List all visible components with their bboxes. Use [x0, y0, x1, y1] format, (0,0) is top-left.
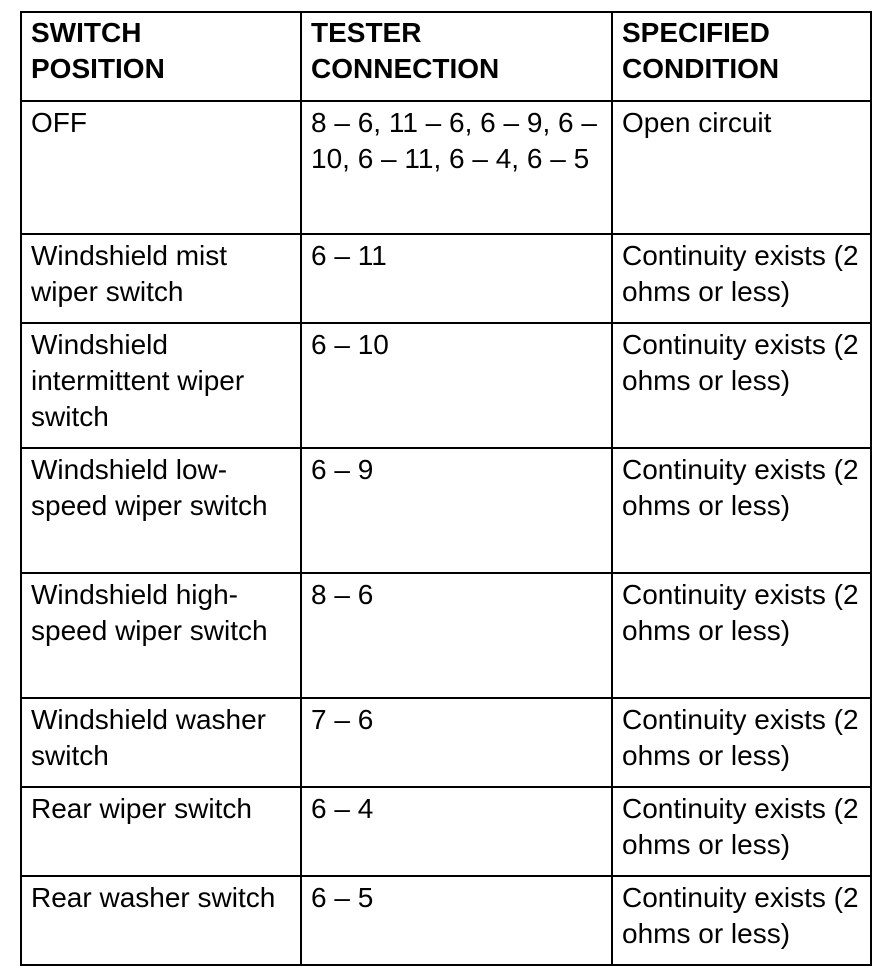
- cell-switch-position: Windshield intermittent wiper switch: [21, 323, 301, 448]
- header-line: CONNECTION: [311, 53, 500, 84]
- header-line: SPECIFIED: [622, 17, 770, 48]
- cell-switch-position: Windshield mist wiper switch: [21, 234, 301, 323]
- header-line: TESTER: [311, 17, 422, 48]
- cell-specified-condition: Continuity exists (2 ohms or less): [612, 448, 871, 573]
- header-tester-connection: [301, 12, 612, 101]
- table-row: [21, 323, 871, 448]
- cell-tester-connection: 6 – 11: [301, 234, 612, 323]
- cell-tester-connection: 8 – 6: [301, 573, 612, 698]
- cell-specified-condition: Continuity exists (2 ohms or less): [612, 698, 871, 787]
- cell-switch-position: Rear wiper switch: [21, 787, 301, 876]
- table-row: [21, 234, 871, 323]
- header-specified-condition: [612, 12, 871, 101]
- header-line: POSITION: [31, 53, 165, 84]
- cell-switch-position: Windshield washer switch: [21, 698, 301, 787]
- cell-switch-position: Windshield high-speed wiper switch: [21, 573, 301, 698]
- cell-switch-position: Rear washer switch: [21, 876, 301, 965]
- cell-tester-connection: 6 – 9: [301, 448, 612, 573]
- cell-tester-connection: 6 – 4: [301, 787, 612, 876]
- cell-tester-connection: 6 – 5: [301, 876, 612, 965]
- cell-specified-condition: Continuity exists (2 ohms or less): [612, 573, 871, 698]
- cell-specified-condition: Continuity exists (2 ohms or less): [612, 876, 871, 965]
- header-line: SWITCH: [31, 17, 142, 48]
- table-row: [21, 101, 871, 234]
- header-line: CONDITION: [622, 53, 780, 84]
- cell-specified-condition: Continuity exists (2 ohms or less): [612, 323, 871, 448]
- cell-tester-connection: 7 – 6: [301, 698, 612, 787]
- table-row: [21, 698, 871, 787]
- switch-inspection-table: [20, 11, 872, 966]
- header-switch-position: [21, 12, 301, 101]
- table-row: [21, 573, 871, 698]
- cell-specified-condition: Open circuit: [612, 101, 871, 234]
- table-header-row: [21, 12, 871, 101]
- table-row: [21, 876, 871, 965]
- table-row: [21, 448, 871, 573]
- cell-tester-connection: 6 – 10: [301, 323, 612, 448]
- cell-tester-connection: 8 – 6, 11 – 6, 6 – 9, 6 – 10, 6 – 11, 6 – 4, 6 – 5: [301, 101, 612, 234]
- cell-specified-condition: Continuity exists (2 ohms or less): [612, 787, 871, 876]
- table-row: [21, 787, 871, 876]
- cell-switch-position: Windshield low-speed wiper switch: [21, 448, 301, 573]
- cell-specified-condition: Continuity exists (2 ohms or less): [612, 234, 871, 323]
- cell-switch-position: OFF: [21, 101, 301, 234]
